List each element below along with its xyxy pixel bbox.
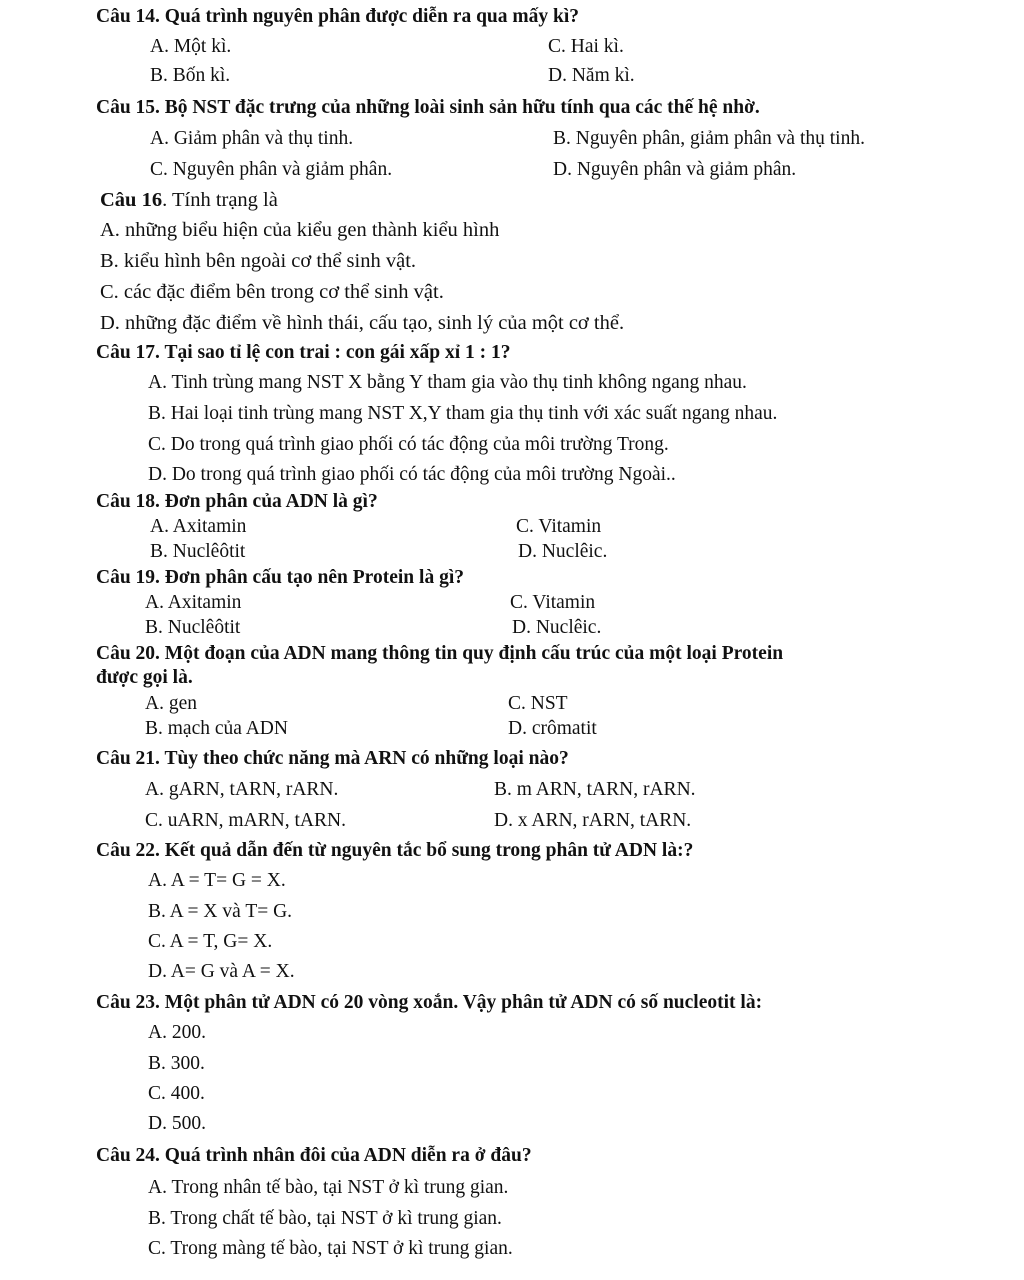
question-18-option-b: B. Nuclêôtit xyxy=(150,541,246,562)
question-23-title: Câu 23. Một phân tử ADN có 20 vòng xoắn. Vậy phân tử ADN có số nucleotit là: xyxy=(96,992,763,1013)
question-17-option-b: B. Hai loại tinh trùng mang NST X,Y tham gia thụ tinh với xác suất ngang nhau. xyxy=(148,403,778,424)
question-22-title: Câu 22. Kết quả dẫn đến từ nguyên tắc bổ sung trong phân tử ADN là:? xyxy=(96,840,694,861)
question-17-option-c: C. Do trong quá trình giao phối có tác động của môi trường Trong. xyxy=(148,434,669,455)
question-17-title: Câu 17. Tại sao tỉ lệ con trai : con gái xấp xỉ 1 : 1? xyxy=(96,342,511,363)
question-22-option-d: D. A= G và A = X. xyxy=(148,961,295,982)
question-17-option-d: D. Do trong quá trình giao phối có tác động của môi trường Ngoài.. xyxy=(148,464,676,485)
question-17-option-a: A. Tinh trùng mang NST X bằng Y tham gia vào thụ tinh không ngang nhau. xyxy=(148,372,747,393)
question-23-option-c: C. 400. xyxy=(148,1083,205,1104)
question-19-option-a: A. Axitamin xyxy=(145,592,242,613)
question-18-title: Câu 18. Đơn phân của ADN là gì? xyxy=(96,491,378,512)
question-16-option-d: D. những đặc điểm về hình thái, cấu tạo, sinh lý của một cơ thể. xyxy=(100,312,625,334)
question-14-title: Câu 14. Quá trình nguyên phân được diễn ra qua mấy kì? xyxy=(96,6,580,27)
question-22-option-a: A. A = T= G = X. xyxy=(148,870,286,891)
question-21-title: Câu 21. Tùy theo chức năng mà ARN có những loại nào? xyxy=(96,748,569,769)
question-21-option-d: D. x ARN, rARN, tARN. xyxy=(494,810,692,831)
question-18-option-c: C. Vitamin xyxy=(516,516,602,537)
question-14-option-b: B. Bốn kì. xyxy=(150,65,231,86)
question-24-title: Câu 24. Quá trình nhân đôi của ADN diễn ra ở đâu? xyxy=(96,1145,532,1166)
question-24-option-c: C. Trong màng tế bào, tại NST ở kì trung gian. xyxy=(148,1238,513,1259)
question-16-option-a: A. những biểu hiện của kiểu gen thành kiểu hình xyxy=(100,219,500,241)
question-15-option-d: D. Nguyên phân và giảm phân. xyxy=(553,159,797,180)
question-23-option-a: A. 200. xyxy=(148,1022,206,1043)
question-22-option-c: C. A = T, G= X. xyxy=(148,931,273,952)
question-20-option-b: B. mạch của ADN xyxy=(145,718,288,739)
question-24-option-a: A. Trong nhân tế bào, tại NST ở kì trung gian. xyxy=(148,1177,509,1198)
question-19-option-b: B. Nuclêôtit xyxy=(145,617,241,638)
question-20-option-a: A. gen xyxy=(145,693,197,714)
question-19-option-d: D. Nuclêic. xyxy=(512,617,602,638)
question-18-option-d: D. Nuclêic. xyxy=(518,541,608,562)
question-16-option-c: C. các đặc điểm bên trong cơ thể sinh vật. xyxy=(100,281,444,303)
question-19-option-c: C. Vitamin xyxy=(510,592,596,613)
question-22-option-b: B. A = X và T= G. xyxy=(148,901,293,922)
question-14-option-a: A. Một kì. xyxy=(150,36,232,57)
question-16-text: . Tính trạng là xyxy=(162,189,278,211)
question-21-option-c: C. uARN, mARN, tARN. xyxy=(145,810,346,831)
question-16-number: Câu 16 xyxy=(100,189,163,211)
question-15-option-c: C. Nguyên phân và giảm phân. xyxy=(150,159,393,180)
question-21-option-b: B. m ARN, tARN, rARN. xyxy=(494,779,696,800)
question-23-option-d: D. 500. xyxy=(148,1113,206,1134)
question-14-option-c: C. Hai kì. xyxy=(548,36,624,57)
question-24-option-b: B. Trong chất tế bào, tại NST ở kì trung gian. xyxy=(148,1208,502,1229)
question-21-option-a: A. gARN, tARN, rARN. xyxy=(145,779,339,800)
question-16-option-b: B. kiểu hình bên ngoài cơ thể sinh vật. xyxy=(100,250,417,272)
question-20-option-d: D. crômatit xyxy=(508,718,597,739)
question-15-option-a: A. Giảm phân và thụ tinh. xyxy=(150,128,354,149)
question-15-title: Câu 15. Bộ NST đặc trưng của những loài sinh sản hữu tính qua các thế hệ nhờ. xyxy=(96,97,760,118)
question-16-title xyxy=(100,188,278,212)
question-23-option-b: B. 300. xyxy=(148,1053,205,1074)
question-15-option-b: B. Nguyên phân, giảm phân và thụ tinh. xyxy=(553,128,865,149)
question-20-title-line2: được gọi là. xyxy=(96,667,193,688)
question-20-option-c: C. NST xyxy=(508,693,568,714)
question-20-title-line1: Câu 20. Một đoạn của ADN mang thông tin quy định cấu trúc của một loại Protein xyxy=(96,643,784,664)
question-14-option-d: D. Năm kì. xyxy=(548,65,635,86)
question-18-option-a: A. Axitamin xyxy=(150,516,247,537)
question-19-title: Câu 19. Đơn phân cấu tạo nên Protein là gì? xyxy=(96,567,464,588)
